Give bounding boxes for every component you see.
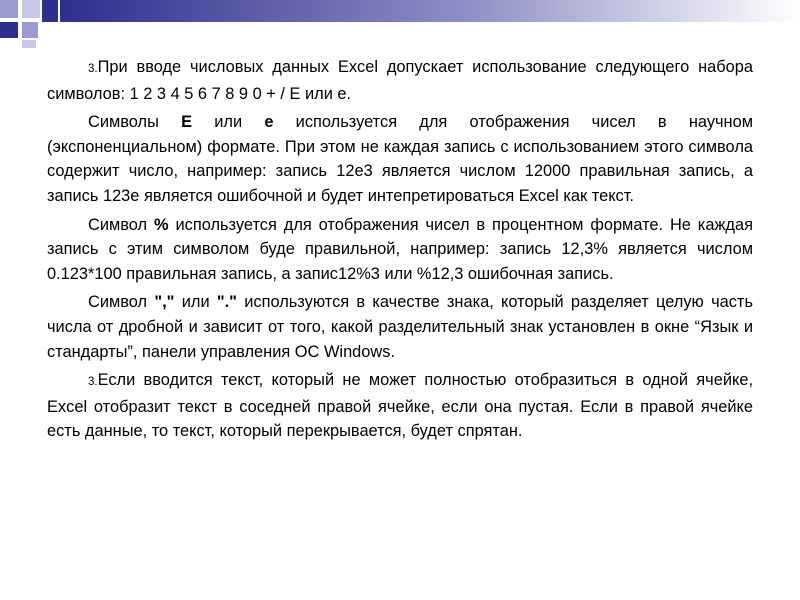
paragraph-text: При вводе числовых данных Excel допускает использование следующего набора символов: 1 2 3 4 5 6 7 8 9 0 + / Е или е. — [47, 58, 753, 103]
paragraph-text-overflow — [47, 368, 753, 444]
deco-square — [22, 40, 36, 48]
header-gradient-band — [60, 0, 800, 22]
paragraph-text: используются в качестве знака, который разделяет целую часть числа от дробной и зависит от того, какой разделительный знак установлен в окне “Язык и стандарты”, панели управления ОС Windows. — [47, 293, 753, 361]
paragraph-text: Символ — [88, 293, 155, 312]
paragraph-text: используется для отображения чисел в научном (экспоненциальном) формате. При этом не каждая запись с использованием этого символа содержит число, например: запись 12е3 является числом 12000 правильная запись, а запись 123е является ошибочной и будет интепретироваться Excel как текст. — [47, 113, 753, 205]
bold-symbol: Е — [181, 113, 193, 132]
paragraph-percent — [47, 213, 753, 287]
bold-symbol: е — [264, 113, 274, 132]
paragraph-text: Символ — [88, 215, 154, 234]
paragraph-text: используется для отображения чисел в процентном формате. Не каждая запись с этим символом буде правильной, например: запись 12,3% является числом 0.123*100 правильная запись, а запис12%3 или %12,3 ошибочная запись. — [47, 215, 753, 283]
paragraph-text: или — [174, 293, 217, 312]
list-number: 3. — [88, 376, 98, 389]
list-number: 3. — [88, 63, 98, 75]
slide-body — [47, 55, 753, 448]
deco-square — [0, 22, 18, 38]
slide-header-decoration — [0, 0, 800, 60]
paragraph-separator — [47, 290, 753, 364]
deco-square — [22, 22, 38, 38]
paragraph-digits — [47, 55, 753, 106]
bold-symbol: "." — [216, 293, 237, 312]
deco-square — [0, 0, 18, 18]
paragraph-text: или — [192, 113, 265, 132]
bold-symbol: % — [154, 215, 169, 234]
deco-square — [42, 0, 58, 22]
bold-symbol: "," — [154, 293, 175, 312]
paragraph-text: Если вводится текст, который не может полностью отобразиться в одной ячейке, Excel отобразит текст в соседней правой ячейке, если она пустая. Если в правой ячейке есть данные, то текст, который перекрывается, будет спрятан. — [47, 371, 753, 441]
paragraph-text: Символы — [88, 113, 182, 132]
deco-square — [22, 0, 40, 18]
paragraph-exponent — [47, 110, 753, 208]
